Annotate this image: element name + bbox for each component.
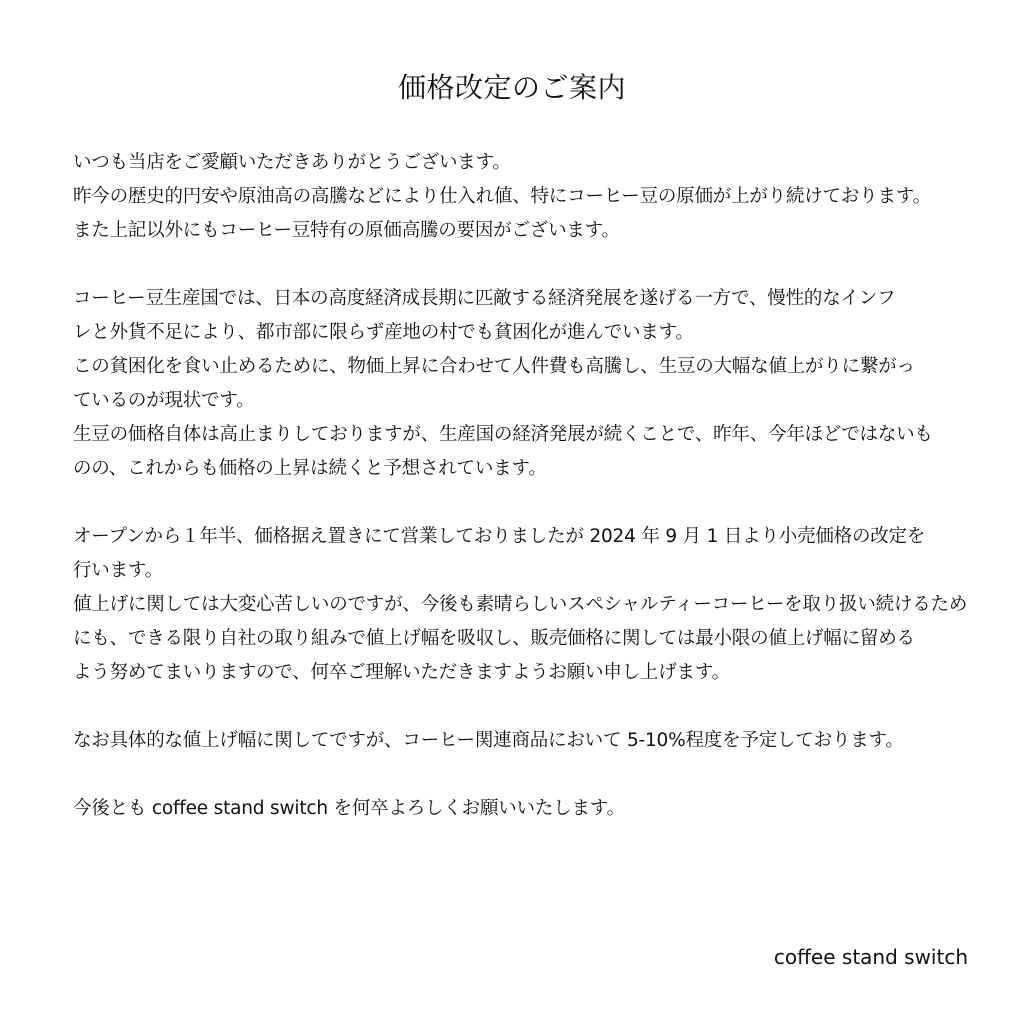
text-line: なお具体的な値上げ幅に関してですが、コーヒー関連商品において 5-10%程度を予定しております。	[73, 730, 904, 751]
paragraph-gap	[73, 690, 973, 724]
text-line: にも、できる限り自社の取り組みで値上げ幅を吸収し、販売価格に関しては最小限の値上げ幅に留める	[73, 628, 915, 649]
paragraph-gap	[73, 758, 973, 792]
text-line: 昨今の歴史的円安や原油高の高騰などにより仕入れ値、特にコーヒー豆の原価が上がり続けております。	[73, 186, 931, 207]
paragraph-announcement	[73, 520, 973, 690]
text-line: また上記以外にもコーヒー豆特有の原価高騰の要因がございます。	[73, 220, 620, 241]
paragraph-greeting	[73, 146, 973, 248]
text-line: いつも当店をご愛顧いただきありがとうございます。	[73, 152, 511, 173]
paragraph-gap	[73, 248, 973, 282]
text-line: レと外貨不足により、都市部に限らず産地の村でも貧困化が進んでいます。	[73, 322, 694, 343]
text-line: 今後とも coffee stand switch を何卒よろしくお願いいたします。	[73, 798, 625, 819]
paragraph-background	[73, 282, 973, 486]
text-line: オープンから１年半、価格据え置きにて営業しておりましたが 2024 年 9 月 1 日より小売価格の改定を	[73, 526, 926, 547]
text-line: よう努めてまいりますので、何卒ご理解いただきますようお願い申し上げます。	[73, 662, 730, 683]
paragraph-price-range	[73, 724, 973, 758]
text-line: この貧困化を食い止めるために、物価上昇に合わせて人件費も高騰し、生豆の大幅な値上がりに繋がっ	[73, 356, 915, 377]
signature: coffee stand switch	[773, 945, 968, 969]
notice-body	[73, 146, 973, 826]
paragraph-closing	[73, 792, 973, 826]
paragraph-gap	[73, 486, 973, 520]
text-line: のの、これからも価格の上昇は続くと予想されています。	[73, 458, 547, 479]
notice-title: 価格改定のご案内	[397, 71, 626, 104]
text-line: コーヒー豆生産国では、日本の高度経済成長期に匹敵する経済発展を遂げる一方で、慢性的なインフ	[73, 288, 896, 309]
text-line: 値上げに関しては大変心苦しいのですが、今後も素晴らしいスペシャルティーコーヒーを取り扱い続けるため	[73, 594, 968, 615]
text-line: 生豆の価格自体は高止まりしておりますが、生産国の経済発展が続くことで、昨年、今年ほどではないも	[73, 424, 933, 445]
text-line: 行います。	[73, 560, 164, 581]
text-line: ているのが現状です。	[73, 390, 255, 411]
